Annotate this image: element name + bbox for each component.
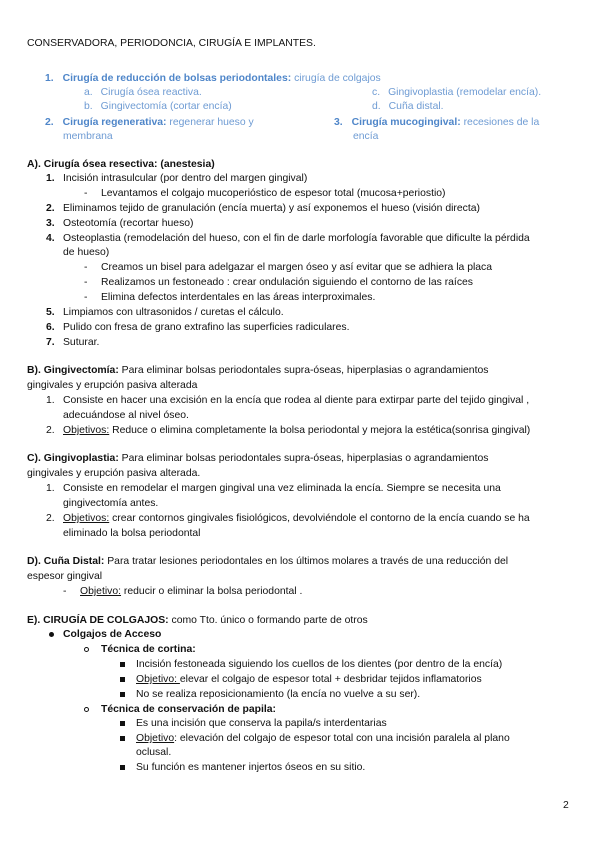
section-e-level1: Colgajos de Acceso — [63, 629, 162, 640]
section-a-step-5: 5. Limpiamos con ultrasonidos / curetas el cálculo. — [46, 307, 284, 318]
bullet-square-icon — [120, 692, 125, 697]
section-b-intro: B). Gingivectomía: Para eliminar bolsas periodontales supra-óseas, hiperplasias o agrandamientos — [27, 365, 489, 376]
toc-item-2-cont: membrana — [63, 131, 113, 142]
section-a-step-4: 4. Osteoplastia (remodelación del hueso, con el fin de darle morfología favorable que dificulte la pérdida — [46, 233, 530, 244]
dash-marker: - — [84, 188, 88, 199]
dash-marker: - — [63, 586, 67, 597]
bullet-square-icon — [120, 662, 125, 667]
section-b-intro-cont: gingivales y erupción pasiva alterada — [27, 380, 198, 391]
papila-point-1: Es una incisión que conserva la papila/s interdentarias — [136, 718, 387, 729]
bullet-dot-icon — [49, 632, 54, 637]
section-e-technique-cortina: Técnica de cortina: — [101, 644, 196, 655]
bullet-square-icon — [120, 736, 125, 741]
bullet-circle-icon — [84, 707, 89, 712]
bullet-circle-icon — [84, 647, 89, 652]
bullet-square-icon — [120, 765, 125, 770]
dash-marker: - — [84, 277, 88, 288]
section-e-intro: E). CIRUGÍA DE COLGAJOS: como Tto. único o formando parte de otros — [27, 615, 368, 626]
section-b-point-2: 2. Objetivos: Reduce o elimina completamente la bolsa periodontal y mejora la estética(sonrisa gingival) — [46, 425, 531, 436]
dash-marker: - — [84, 292, 88, 303]
section-a-title: A). Cirugía ósea resectiva: (anestesia) — [27, 159, 215, 170]
section-c-point-2: 2. Objetivos: crear contornos gingivales fisiológicos, devolviéndole el contorno de la encía cuando se ha — [46, 513, 530, 524]
section-d-objective: Objetivo: reducir o eliminar la bolsa periodontal . — [80, 586, 303, 597]
toc-sub-a: a. Cirugía ósea reactiva. — [84, 87, 202, 98]
section-a-step-4-cont: de hueso) — [63, 247, 110, 258]
toc-sub-b: b. Gingivectomía (cortar encía) — [84, 101, 232, 112]
section-a-step-4b: Realizamos un festoneado : crear ondulación siguiendo el contorno de las raíces — [101, 277, 473, 288]
papila-point-3: Su función es mantener injertos óseos en su sitio. — [136, 762, 366, 773]
toc-sub-d: d. Cuña distal. — [372, 101, 444, 112]
toc-item-3-cont: encía — [353, 131, 379, 142]
section-c-point-1-cont: gingivectomía antes. — [63, 498, 159, 509]
section-c-intro: C). Gingivoplastia: Para eliminar bolsas periodontales supra-óseas, hiperplasias o agrandamientos — [27, 453, 489, 464]
page-number: 2 — [563, 800, 569, 811]
section-c-point-1: 1. Consiste en remodelar el margen gingival una vez eliminada la encía. Siempre se necesita una — [46, 483, 501, 494]
section-a-step-2: 2. Eliminamos tejido de granulación (encía muerta) y así exponemos el hueso (visión directa) — [46, 203, 480, 214]
section-b-point-1: 1. Consiste en hacer una excisión en la encía que rodea al diente para extirpar parte del tejido gingival , — [46, 395, 530, 406]
section-a-step-3: 3. Osteotomía (recortar hueso) — [46, 218, 194, 229]
section-a-step-4c: Elimina defectos interdentales en las áreas interproximales. — [101, 292, 376, 303]
cortina-point-2: Objetivo: elevar el colgajo de espesor total + desbridar tejidos inflamatorios — [136, 674, 482, 685]
toc-item-2: 2. Cirugía regenerativa: regenerar hueso y — [45, 117, 254, 128]
cortina-point-1: Incisión festoneada siguiendo los cuellos de los dientes (por dentro de la encía) — [136, 659, 503, 670]
bullet-square-icon — [120, 721, 125, 726]
section-c-point-2-cont: eliminado la bolsa periodontal — [63, 528, 201, 539]
section-a-step-7: 7. Suturar. — [46, 337, 100, 348]
section-b-point-1-cont: adecuándose al nivel óseo. — [63, 410, 189, 421]
section-a-step-4a: Creamos un bisel para adelgazar el margen óseo y así evitar que se adhiera la placa — [101, 262, 493, 273]
dash-marker: - — [84, 262, 88, 273]
section-a-step-1: 1. Incisión intrasulcular (por dentro del margen gingival) — [46, 173, 308, 184]
toc-item-1: 1. Cirugía de reducción de bolsas periodontales: cirugía de colgajos — [45, 73, 381, 84]
section-a-step-6: 6. Pulido con fresa de grano extrafino las superficies radiculares. — [46, 322, 350, 333]
bullet-square-icon — [120, 677, 125, 682]
section-e-technique-papila: Técnica de conservación de papila: — [101, 704, 276, 715]
papila-point-2: Objetivo: elevación del colgajo de espesor total con una incisión paralela al plano — [136, 733, 510, 744]
section-c-intro-cont: gingivales y erupción pasiva alterada. — [27, 468, 201, 479]
cortina-point-3: No se realiza reposicionamiento (la encía no vuelve a su ser). — [136, 689, 421, 700]
toc-sub-c: c. Gingivoplastia (remodelar encía). — [372, 87, 542, 98]
section-d-intro: D). Cuña Distal: Para tratar lesiones periodontales en los últimos molares a través de una reducción del — [27, 556, 509, 567]
toc-item-3: 3. Cirugía mucogingival: recesiones de la — [334, 117, 540, 128]
section-a-step-1a: Levantamos el colgajo mucoperióstico de espesor total (mucosa+periostio) — [101, 188, 446, 199]
section-d-intro-cont: espesor gingival — [27, 571, 103, 582]
papila-point-2-cont: oclusal. — [136, 747, 172, 758]
document-header: CONSERVADORA, PERIODONCIA, CIRUGÍA E IMPLANTES. — [27, 38, 316, 49]
